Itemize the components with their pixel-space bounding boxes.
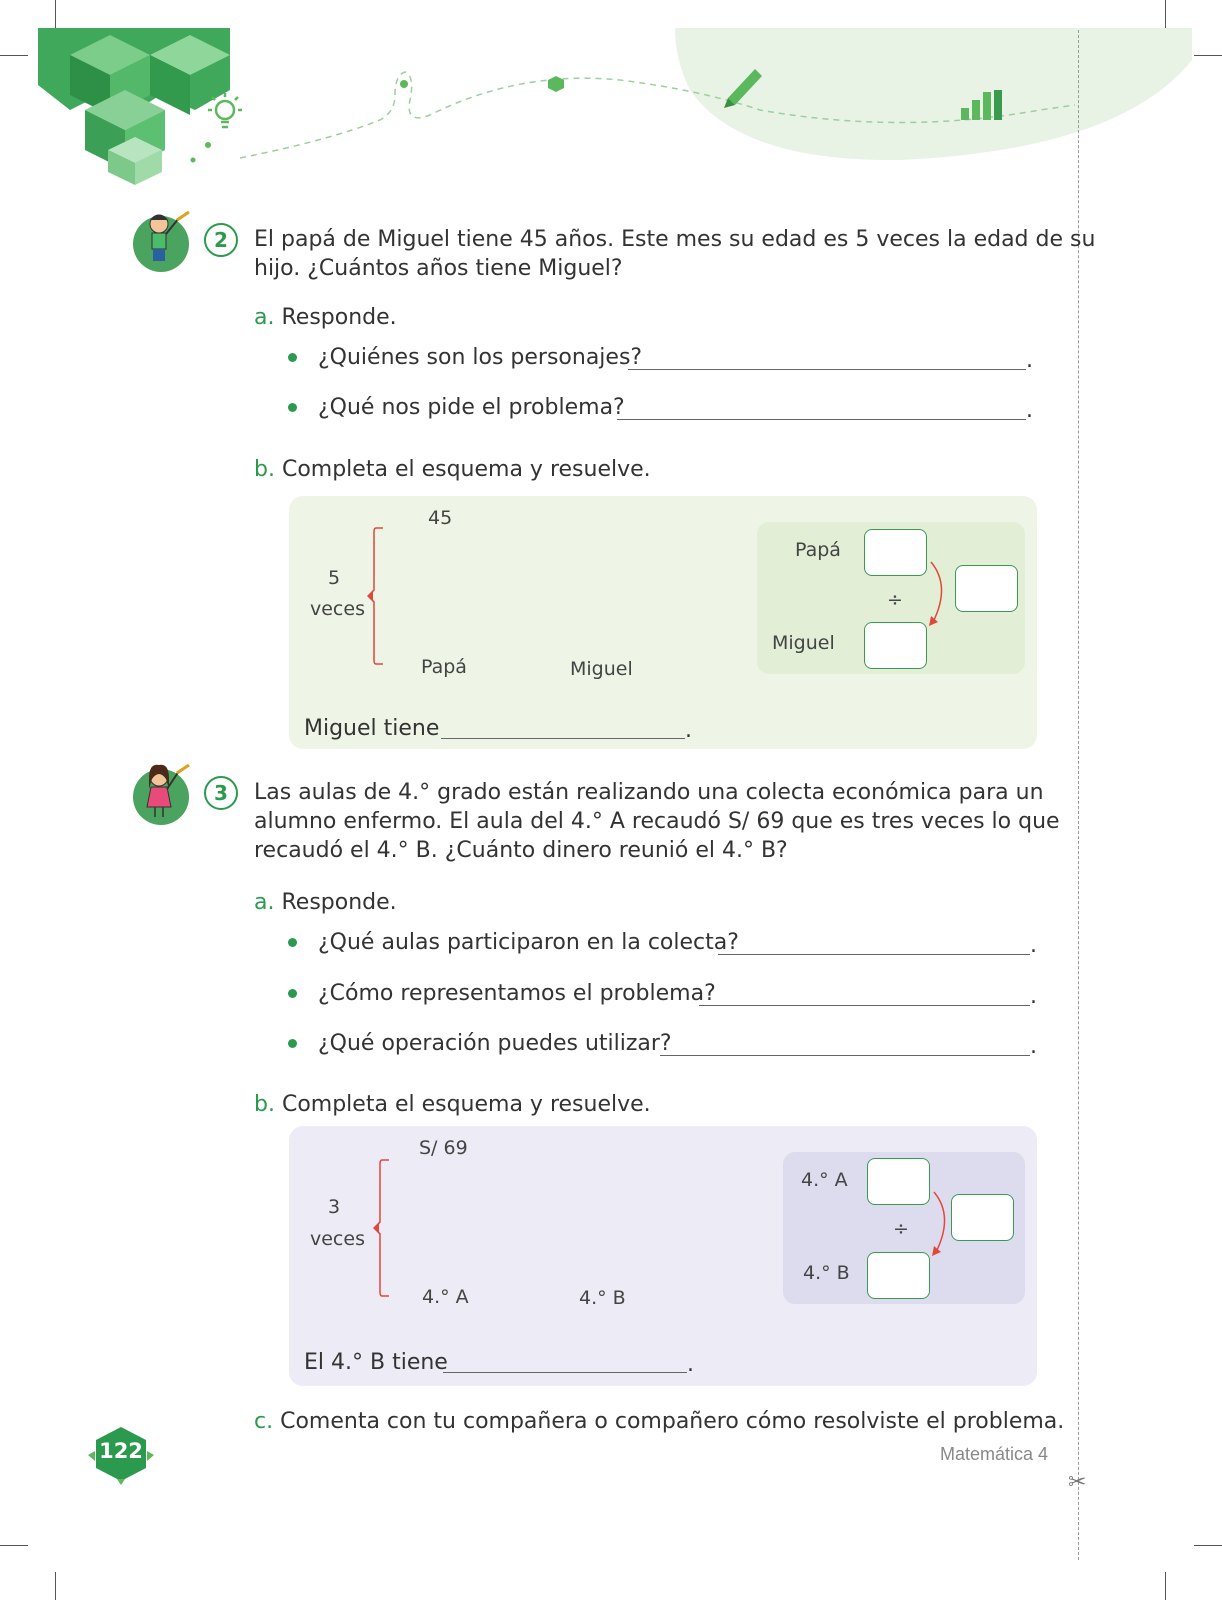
part-a-verb: Responde [281, 305, 390, 330]
crop-mark [1165, 1572, 1166, 1600]
book-title: Matemática 4 [940, 1444, 1049, 1464]
divide-symbol: ÷ [887, 589, 903, 611]
operation-panel [757, 522, 1025, 674]
part-b-verb1: Completa [281, 1092, 388, 1117]
scissors-icon: ✂ [1068, 1470, 1087, 1495]
scheme-times-number: 3 [328, 1196, 341, 1218]
scheme-top-value: S/ 69 [419, 1137, 468, 1159]
scheme-label-left: Papá [421, 656, 467, 678]
crop-mark [0, 1545, 28, 1546]
bullet-dot [288, 989, 297, 998]
part-b-verb2: resuelve [549, 457, 644, 482]
page-number: 122 [99, 1439, 143, 1463]
period: . [1030, 933, 1037, 958]
small-cube-icon [548, 76, 564, 92]
problem2-part-a [254, 303, 397, 332]
part-b-middle: el esquema y resuelve. [387, 1092, 651, 1117]
problem-number-2: 2 [204, 223, 238, 257]
part-c-letter: c. [254, 1409, 274, 1434]
bullet-dot [288, 938, 297, 947]
cut-line [1078, 30, 1079, 1560]
part-b-letter: b. [254, 457, 275, 482]
period: . [1026, 348, 1033, 373]
question-represent: ¿Cómo representamos el problema? [318, 981, 716, 1006]
part-b-middle: el esquema y [387, 457, 550, 482]
answer-line-what-asks[interactable] [617, 419, 1026, 420]
problem2-statement-line2: hijo. ¿Cuántos años tiene Miguel? [254, 256, 623, 281]
crop-mark [55, 1572, 56, 1600]
part-c-verb: Comenta [280, 1409, 380, 1434]
boy-avatar [133, 216, 189, 272]
question-operation: ¿Qué operación puedes utilizar? [318, 1031, 672, 1056]
problem3-statement-line1: Las aulas de 4.° grado están realizando una colecta económica para un [254, 780, 1044, 805]
light-bulb-icon [208, 93, 242, 127]
question-what-asks: ¿Qué nos pide el problema? [318, 395, 625, 420]
input-box-divisor[interactable] [951, 1194, 1014, 1241]
answer-line-operation[interactable] [660, 1055, 1030, 1056]
problem3-part-c [254, 1407, 1064, 1436]
problem2-statement-line1: El papá de Miguel tiene 45 años. Este mes su edad es 5 veces la edad de su [254, 227, 1096, 252]
problem3-part-b [254, 1090, 651, 1119]
problem-number-3: 3 [204, 776, 238, 810]
arrow-curve [925, 554, 955, 634]
crop-mark [1194, 1545, 1222, 1546]
header-blob [675, 28, 1192, 160]
scheme-label-right: Miguel [570, 658, 633, 680]
problem3-statement-line2: alumno enfermo. El aula del 4.° A recaudó S/ 69 que es tres veces lo que [254, 809, 1060, 834]
header-decoration [0, 0, 1222, 200]
scheme-problem-2 [289, 496, 1037, 749]
scheme-times-word: veces [310, 598, 365, 620]
part-a-verb: Responde [281, 890, 390, 915]
arrow-curve [928, 1184, 958, 1264]
bullet-dot [288, 403, 297, 412]
answer-line-miguel[interactable] [441, 738, 685, 739]
input-box-bottom[interactable] [864, 622, 927, 669]
brace [373, 1158, 393, 1298]
problem3-part-a [254, 888, 397, 917]
cubes-icon [38, 28, 230, 185]
box-label-top: Papá [795, 539, 841, 561]
answer-prefix: Miguel tiene [304, 716, 440, 741]
scheme-label-left: 4.° A [422, 1286, 469, 1308]
box-label-bottom: 4.° B [803, 1262, 850, 1284]
girl-avatar [133, 769, 189, 825]
answer-line-4b[interactable] [443, 1372, 687, 1373]
part-b-letter: b. [254, 1092, 275, 1117]
part-b-end: . [643, 457, 651, 482]
problem2-part-b [254, 455, 651, 484]
question-classrooms: ¿Qué aulas participaron en la colecta? [318, 930, 739, 955]
period: . [1030, 1034, 1037, 1059]
input-box-divisor[interactable] [955, 565, 1018, 612]
scheme-top-value: 45 [428, 507, 453, 529]
period: . [687, 1352, 694, 1377]
input-box-top[interactable] [867, 1158, 930, 1205]
scheme-problem-3 [289, 1126, 1037, 1386]
answer-line-characters[interactable] [628, 369, 1026, 370]
scheme-label-right: 4.° B [579, 1287, 626, 1309]
period: . [1026, 398, 1033, 423]
answer-line-represent[interactable] [699, 1005, 1030, 1006]
part-a-rest: . [389, 890, 397, 915]
problem3-statement-line3: recaudó el 4.° B. ¿Cuánto dinero reunió el 4.° B? [254, 838, 788, 863]
bullet-dot [288, 1039, 297, 1048]
part-a-letter: a. [254, 890, 275, 915]
page-number-badge [88, 1425, 154, 1485]
input-box-top[interactable] [864, 529, 927, 576]
operation-panel [783, 1152, 1025, 1304]
period: . [1030, 984, 1037, 1009]
part-b-verb1: Completa [281, 457, 388, 482]
scheme-times-number: 5 [328, 567, 341, 589]
answer-prefix: El 4.° B tiene [304, 1350, 448, 1375]
period: . [685, 718, 692, 743]
brace [367, 526, 387, 666]
question-characters: ¿Quiénes son los personajes? [318, 345, 643, 370]
answer-line-classrooms[interactable] [718, 954, 1030, 955]
scheme-times-word: veces [310, 1228, 365, 1250]
part-c-rest: con tu compañera o compañero cómo resolviste el problema. [379, 1409, 1065, 1434]
box-label-bottom: Miguel [772, 632, 835, 654]
divide-symbol: ÷ [893, 1218, 909, 1240]
part-a-letter: a. [254, 305, 275, 330]
box-label-top: 4.° A [801, 1169, 848, 1191]
input-box-bottom[interactable] [867, 1252, 930, 1299]
bullet-dot [288, 353, 297, 362]
part-a-rest: . [389, 305, 397, 330]
